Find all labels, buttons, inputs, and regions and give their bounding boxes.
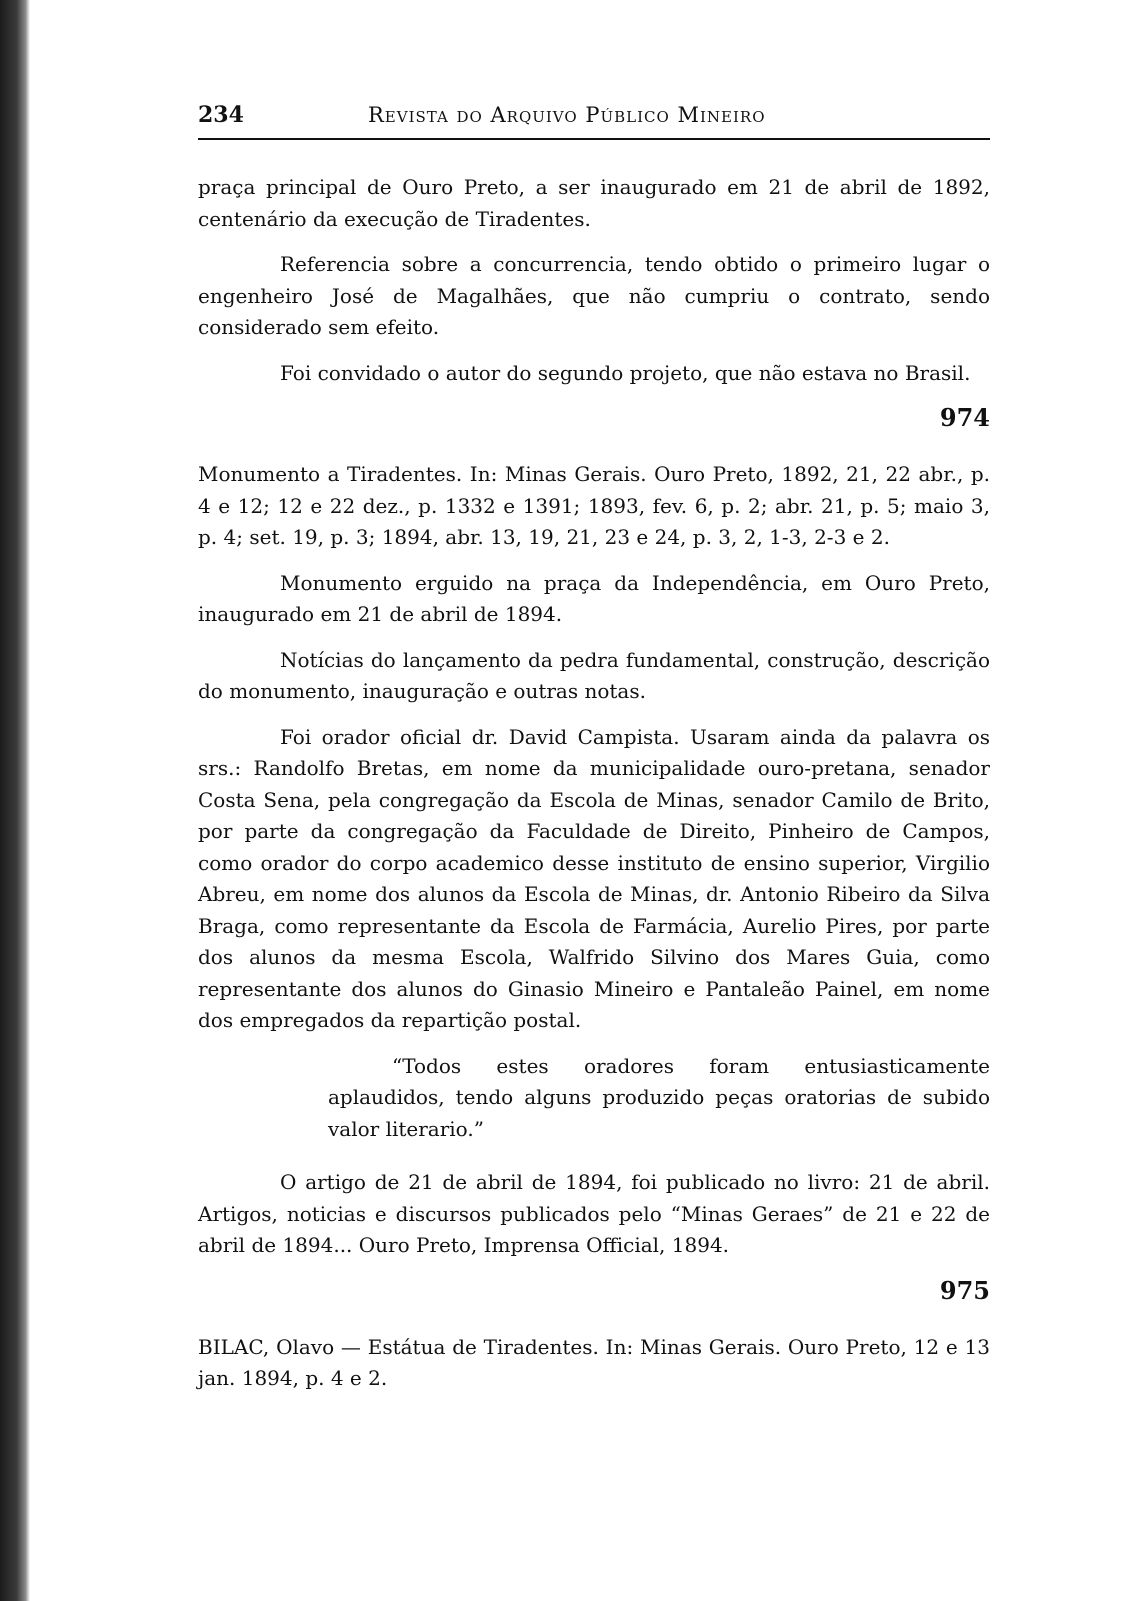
paragraph-second-project: Foi convidado o autor do segundo projeto, que não estava no Brasil. (280, 360, 971, 385)
note-974-monument: Monumento erguido na praça da Independência, em Ouro Preto, inaugurado em 21 de abril de 1894. (198, 570, 990, 626)
note-974-news: Notícias do lançamento da pedra fundamental, construção, descrição do monumento, inauguração e outras notas. (198, 647, 990, 703)
citation-974: Monumento a Tiradentes. In: Minas Gerais. Ouro Preto, 1892, 21, 22 abr., p. 4 e 12; 12 e 22 dez., p. 1332 e 1391; 1893, fev. 6, p. 2; abr. 21, p. 5; maio 3, p. 4; set. 19, p. 3; 1894, abr. 13, 19, 21, 23 e 24, p. 3, 2, 1-3, 2-3 e 2. (198, 462, 990, 549)
running-header (198, 100, 990, 140)
entry-number-974: 974 (939, 403, 990, 432)
paragraph-continuation: praça principal de Ouro Preto, a ser inaugurado em 21 de abril de 1892, centenário da execução de Tiradentes. (198, 175, 990, 231)
block-quote: “Todos estes oradores foram entusiasticamente aplaudidos, tendo alguns produzido peças oratorias de subido valor literario.” (328, 1053, 990, 1141)
citation-975: BILAC, Olavo — Estátua de Tiradentes. In: Minas Gerais. Ouro Preto, 12 e 13 jan. 1894, p. 4 e 2. (198, 1334, 990, 1390)
journal-title: Revista do Arquivo Público Mineiro (368, 103, 766, 127)
entry-number-975: 975 (939, 1275, 990, 1305)
book-binding-edge (0, 0, 30, 1601)
page-number: 234 (198, 102, 244, 128)
document-page (198, 100, 990, 1409)
note-974-speakers: Foi orador oficial dr. David Campista. Usaram ainda da palavra os srs.: Randolfo Bretas, em nome da municipalidade ouro-pretana, senador Costa Sena, pela congregação da Escola de Minas, senador Camilo de Brito, por parte da congregação da Faculdade de Direito, Pinheiro de Campos, como orador do corpo academico desse instituto de ensino superior, Virgilio Abreu, em nome dos alunos da Escola de Minas, dr. Antonio Ribeiro da Silva Braga, como representante da Escola de Farmácia, Aurelio Pires, por parte dos alunos da mesma Escola, Walfrido Silvino dos Mares Guia, como representante dos alunos do Ginasio Mineiro e Pantaleão Painel, em nome dos empregados da repartição postal. (198, 724, 990, 1032)
note-974-publication: O artigo de 21 de abril de 1894, foi publicado no livro: 21 de abril. Artigos, noticias e discursos publicados pelo “Minas Geraes” de 21 e 22 de abril de 1894... Ouro Preto, Imprensa Official, 1894. (198, 1170, 990, 1257)
paragraph-competition: Referencia sobre a concurrencia, tendo obtido o primeiro lugar o engenheiro José de Magalhães, que não cumpriu o contrato, sendo considerado sem efeito. (198, 252, 990, 339)
